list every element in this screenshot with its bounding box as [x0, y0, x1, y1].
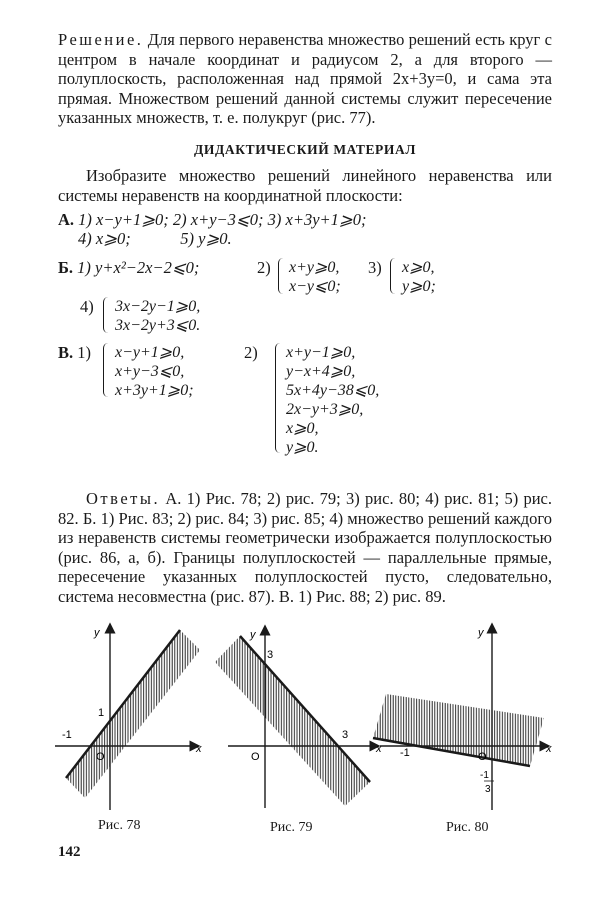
group-b-item2: [289, 258, 341, 296]
axis-label-x: x: [196, 743, 202, 755]
tick-label: 3: [342, 729, 349, 741]
shaded-region: [66, 630, 200, 798]
group-a-items-1: 1) x−y+1⩾0; 2) x+y−3⩽0; 3) x+3y+1⩾0;: [78, 210, 367, 229]
group-v-label: В.: [58, 343, 74, 362]
origin-label: O: [251, 751, 260, 763]
task-intro: Изобразите множество решений линейного неравенства или системы неравенств на координатной плоскости:: [58, 166, 552, 205]
figure-79: [215, 629, 382, 808]
brace: [278, 258, 287, 294]
group-b-item3-num: 3): [368, 258, 382, 277]
system-line: x+3y+1⩾0;: [115, 382, 194, 399]
brace: [103, 343, 112, 397]
system-line: x−y⩽0;: [289, 278, 341, 295]
boundary-line: [66, 630, 180, 778]
system-line: 2x−y+3⩾0,: [286, 401, 364, 418]
group-b-row1: [58, 258, 199, 277]
group-b-item4: [115, 297, 200, 335]
tick-label: 3: [485, 784, 491, 795]
group-v-item2: [286, 343, 379, 457]
group-a-line2: 4) x⩾0; 5) y⩾0.: [78, 229, 232, 248]
brace: [390, 258, 399, 294]
group-b-item4-num: 4): [80, 297, 94, 316]
system-line: y⩾0;: [402, 278, 436, 295]
system-line: x+y−3⩽0,: [115, 363, 185, 380]
group-b-item1: 1) y+x²−2x−2⩽0;: [77, 258, 200, 277]
axis-label-y: y: [250, 629, 256, 641]
caption-78: Рис. 78: [98, 818, 141, 833]
shaded-region: [373, 694, 544, 766]
tick-label: 3: [267, 649, 274, 661]
system-line: 3x−2y−1⩾0,: [115, 298, 201, 315]
page-number: 142: [58, 844, 81, 860]
answers-lead: Ответы.: [86, 489, 161, 508]
origin-label: O: [96, 751, 105, 763]
group-a-line1: [58, 210, 367, 229]
group-v-item2-num: 2): [244, 343, 258, 362]
group-v-item1: [115, 343, 194, 400]
axis-label-x: x: [376, 743, 382, 755]
answers-paragraph: [58, 489, 552, 607]
axis-label-y: y: [94, 627, 100, 639]
group-b-label: Б.: [58, 258, 74, 277]
axis-label-y: y: [478, 627, 484, 639]
system-line: x−y+1⩾0,: [115, 344, 185, 361]
system-line: y⩾0.: [286, 439, 319, 456]
brace: [103, 297, 112, 333]
section-heading: ДИДАКТИЧЕСКИЙ МАТЕРИАЛ: [193, 142, 416, 157]
system-line: 5x+4y−38⩽0,: [286, 382, 380, 399]
figures: [0, 620, 601, 840]
brace: [275, 343, 284, 453]
figure-78: [55, 627, 202, 810]
system-line: x⩾0,: [402, 259, 435, 276]
figure-80: [373, 627, 552, 810]
system-line: x+y⩾0,: [289, 259, 340, 276]
caption-79: Рис. 79: [270, 820, 313, 835]
axis-label-x: x: [546, 743, 552, 755]
solution-paragraph: [58, 30, 552, 128]
group-v-row: [58, 343, 91, 362]
tick-label: 1: [98, 707, 105, 719]
answers-text: А. 1) Рис. 78; 2) рис. 79; 3) рис. 80; 4) рис. 81; 5) рис. 82. Б. 1) Рис. 83; 2) рис. 84; 3) рис. 85; 4) множество решений каждого из неравенств системы геометрически изображается полуплоскостью (рис. 86, а, б). Границы полуплоскостей — параллельные прямые, пересечение указанных полуплоскостей пусто, следовательно, система несовместна (рис. 87). В. 1) Рис. 88; 2) рис. 89.: [58, 489, 552, 606]
system-line: y−x+4⩾0,: [286, 363, 356, 380]
system-line: x⩾0,: [286, 420, 319, 437]
tick-label: -1: [400, 747, 410, 759]
solution-lead: Решение.: [58, 30, 144, 49]
group-v-item1-num: 1): [77, 343, 92, 362]
origin-label: O: [478, 751, 487, 763]
solution-text: Для первого неравенства множество решений есть круг с центром в начале координат и радиусом 2, а для второго — полуплоскость, расположенная над прямой 2x+3y=0, и сама эта прямая. Множеством решений данной системы служит пересечение указанных множеств, т. е. полукруг (рис. 77).: [58, 30, 552, 128]
group-b-item3: [402, 258, 436, 296]
group-b-item2-num: 2): [257, 258, 271, 277]
system-line: 3x−2y+3⩽0.: [115, 317, 201, 334]
caption-80: Рис. 80: [446, 820, 489, 835]
tick-label: -1: [62, 729, 72, 741]
shaded-region: [215, 636, 370, 806]
tick-label: -1: [480, 770, 489, 781]
group-a-label: А.: [58, 210, 75, 229]
system-line: x+y−1⩾0,: [286, 344, 356, 361]
